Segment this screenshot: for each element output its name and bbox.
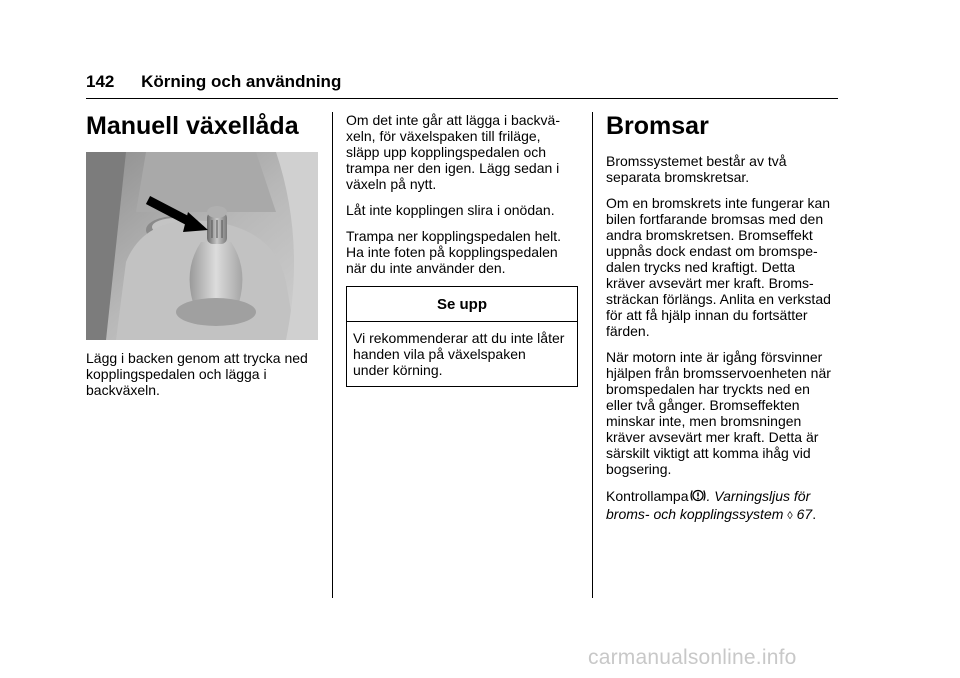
paragraph-brake-system: Bromssystemet består av två separata bromskretsar.: [606, 153, 787, 185]
page-header: [86, 72, 341, 92]
paragraph-clutch-pedal: Trampa ner kopplingspedalen helt. Ha inte foten på kopplingspedalen när du inte använder den.: [346, 228, 562, 276]
ref-title-part1: . Varningsljus för: [706, 488, 811, 504]
caution-title: Se upp: [347, 287, 577, 322]
ref-prefix: Kontrollampa: [606, 488, 689, 504]
caution-box: [346, 286, 578, 387]
paragraph-reverse-gear: Om det inte går att lägga i backvä- xeln, för växelspaken till friläge, släpp upp kopplingspedalen och trampa ner den igen. Lägg sedan i växeln på nytt.: [346, 112, 560, 192]
column-divider-2: [592, 112, 593, 598]
section-heading-manual-gearbox: Manuell växellåda: [86, 112, 299, 140]
paragraph-clutch-slip: Låt inte kopplingen slira i onödan.: [346, 202, 555, 218]
column-3: [606, 112, 842, 525]
photo-caption: Lägg i backen genom att trycka ned kopplingspedalen och lägga i backväxeln.: [86, 350, 308, 398]
ref-title-part2: broms- och kopplingssystem: [606, 506, 784, 522]
ref-page-link[interactable]: 67: [796, 506, 813, 522]
paragraph-servo: När motorn inte är igång försvinner hjälpen från bromsservoenheten när bromspedalen har tryckts ned en eller två gånger. Bromseffekten minskar inte, men bromsningen kräver avsevärt mer kraft. Detta är särskilt viktigt att komma ihåg vid bogsering.: [606, 349, 831, 477]
column-2: [346, 112, 582, 387]
gear-lever-photo: [86, 152, 318, 340]
watermark: carmanualsonline.info: [588, 646, 797, 669]
page-number: 142: [86, 72, 115, 91]
column-1: [86, 112, 322, 408]
section-title: Körning och användning: [141, 72, 342, 91]
paragraph-brake-circuit: Om en bromskrets inte fungerar kan bilen fortfarande bromsas med den andra bromskretsen. Bromseffekt uppnås dock endast om bromspe- dalen trycks ned kraftigt. Detta kräver avsevärt mer kraft. Broms- sträckan förlängs. Anlita en verkstad för att få hjälp innan du fortsätter färden.: [606, 195, 831, 339]
column-divider-1: [332, 112, 333, 598]
caution-body: Vi rekommenderar att du inte låter handen vila på växelspaken under körning.: [353, 330, 565, 378]
brake-warning-icon: [690, 487, 706, 504]
ref-arrow-icon: ◊: [787, 510, 793, 522]
header-rule: [86, 98, 838, 99]
ref-end: .: [812, 506, 817, 522]
cross-reference: [606, 487, 842, 525]
section-heading-brakes: Bromsar: [606, 112, 709, 140]
